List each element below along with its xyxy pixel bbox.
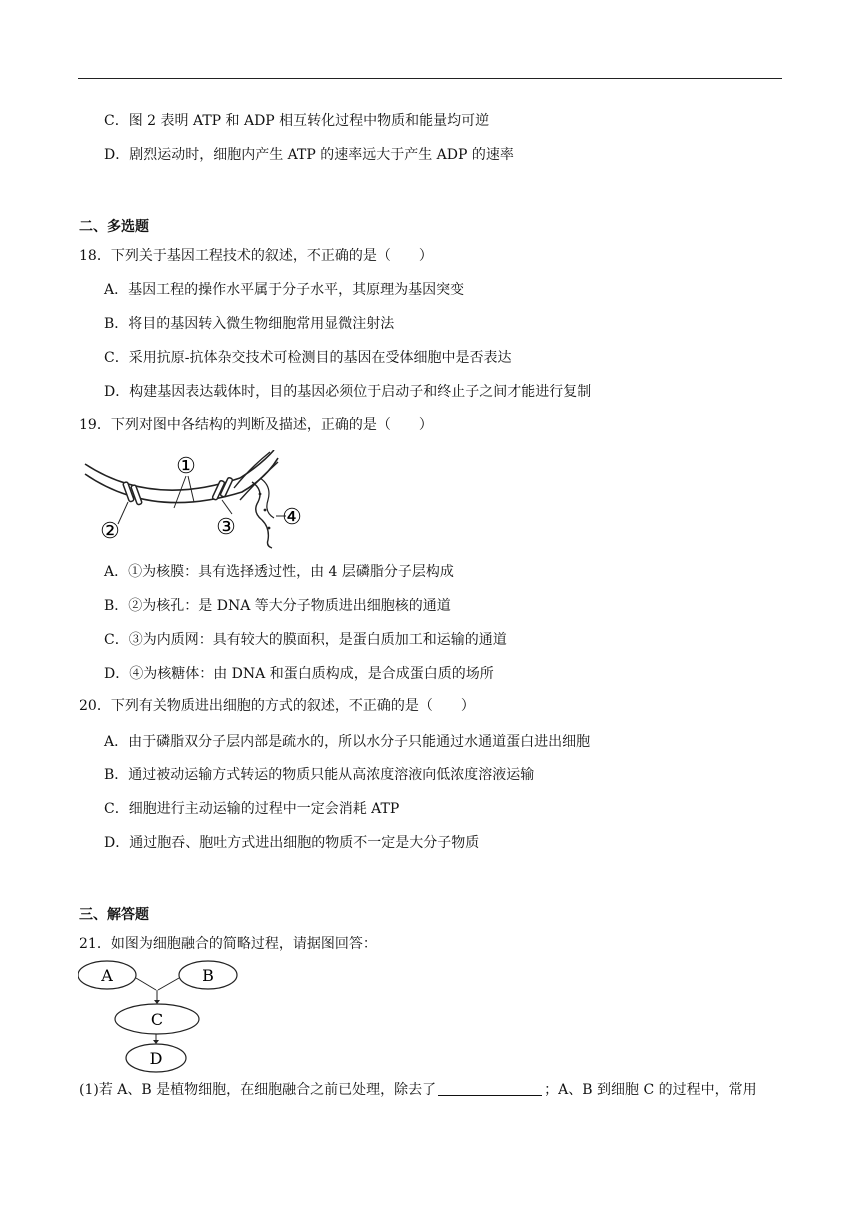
question-18-option-c: C．采用抗原-抗体杂交技术可检测目的基因在受体细胞中是否表达 <box>104 350 512 366</box>
question-19-option-d: D．④为核糖体：由 DNA 和蛋白质构成，是合成蛋白质的场所 <box>104 666 494 682</box>
prev-option-c: C．图 2 表明 ATP 和 ADP 相互转化过程中物质和能量均可逆 <box>104 113 490 129</box>
question-21-sub1-text-before: (1)若 A、B 是植物细胞，在细胞融合之前已处理，除去了 <box>79 1082 437 1098</box>
question-18-option-d: D．构建基因表达载体时，目的基因必须位于启动子和终止子之间才能进行复制 <box>104 384 592 400</box>
question-19-option-b: B．②为核孔：是 DNA 等大分子物质进出细胞核的通道 <box>104 598 451 614</box>
label-4: ④ <box>282 505 302 530</box>
question-19-stem: 19．下列对图中各结构的判断及描述，正确的是（ ） <box>79 417 433 433</box>
question-19-option-a: A．①为核膜：具有选择透过性，由 4 层磷脂分子层构成 <box>104 564 454 580</box>
section-title-multiple-choice: 二、多选题 <box>79 219 149 235</box>
question-19-option-c: C．③为内质网：具有较大的膜面积，是蛋白质加工和运输的通道 <box>104 632 507 648</box>
question-20-stem: 20．下列有关物质进出细胞的方式的叙述，不正确的是（ ） <box>79 698 475 714</box>
label-2: ② <box>100 519 120 544</box>
section-title-answer-questions: 三、解答题 <box>79 907 149 923</box>
question-20-option-d: D．通过胞吞、胞吐方式进出细胞的物质不一定是大分子物质 <box>104 835 480 851</box>
question-18-option-a: A．基因工程的操作水平属于分子水平，其原理为基因突变 <box>104 282 465 298</box>
question-20-option-b: B．通过被动运输方式转运的物质只能从高浓度溶液向低浓度溶液运输 <box>104 767 535 783</box>
cell-b-label: B <box>202 966 214 985</box>
question-18-option-b: B．将目的基因转入微生物细胞常用显微注射法 <box>104 316 395 332</box>
question-21-sub1-text-after: ；A、B 到细胞 C 的过程中，常用 <box>544 1082 757 1098</box>
question-20-option-c: C．细胞进行主动运输的过程中一定会消耗 ATP <box>104 801 400 817</box>
label-1: ① <box>176 454 196 479</box>
answer-blank[interactable] <box>438 1081 542 1096</box>
cell-c-label: C <box>150 1010 164 1029</box>
prev-option-d: D．剧烈运动时，细胞内产生 ATP 的速率远大于产生 ADP 的速率 <box>104 147 514 163</box>
label-3: ③ <box>216 515 236 540</box>
question-18-stem: 18．下列关于基因工程技术的叙述，不正确的是（ ） <box>79 248 433 264</box>
nucleus-structure-figure <box>82 450 312 550</box>
question-21-sub1 <box>79 1081 757 1099</box>
cell-fusion-diagram <box>78 960 242 1076</box>
question-20-option-a: A．由于磷脂双分子层内部是疏水的，所以水分子只能通过水通道蛋白进出细胞 <box>104 734 591 750</box>
question-21-stem: 21．如图为细胞融合的简略过程，请据图回答： <box>79 936 377 952</box>
cell-d-label: D <box>149 1049 163 1068</box>
cell-a-label: A <box>101 966 113 985</box>
header-rule <box>78 78 782 79</box>
